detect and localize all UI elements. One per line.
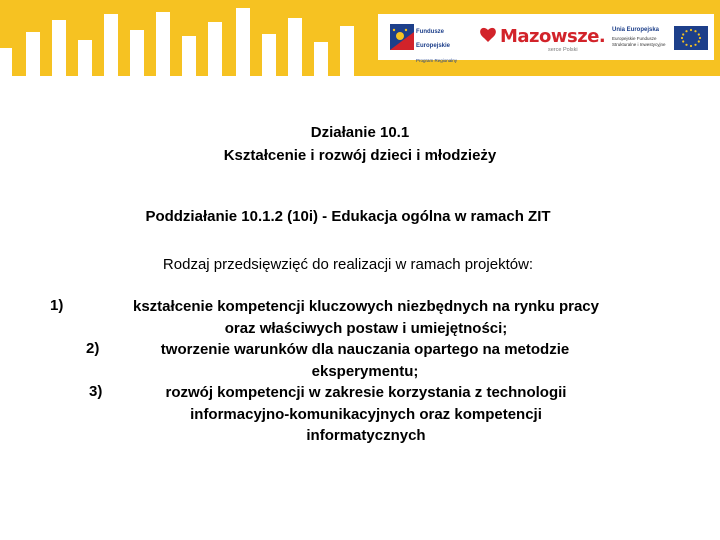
subtitle: Poddziałanie 10.1.2 (10i) - Edukacja ogólna w ramach ZIT [145,208,551,225]
list-item-number: 2) [86,340,100,357]
fe-line-1: Fundusze [416,29,444,35]
mazowsze-tagline: serce Polski [548,47,578,53]
decorative-square [130,30,144,76]
fe-line-2: Europejskie [416,43,451,49]
decorative-square [78,40,92,76]
fe-flag-icon [388,22,416,52]
list-item-line: oraz właściwych postaw i umiejętności; [224,319,508,337]
decorative-square [314,42,328,76]
list-item-line: tworzenie warunków dla nauczania opartego na metodzie [160,341,570,358]
decorative-square [52,20,66,76]
title-line-2: Kształcenie i rozwój dzieci i młodzieży [223,147,497,164]
list-item-line: kształcenie kompetencji kluczowych niezbędnych na rynku pracy [133,298,599,315]
title-line-1: Działanie 10.1 [310,124,410,141]
list-item [110,339,620,382]
list-item [114,382,618,447]
decorative-square [26,32,40,76]
list-item-line: informatycznych [306,427,426,444]
decorative-square [156,12,170,76]
ue-title: Unia Europejska [612,27,660,33]
mazowsze-name: Mazowsze. [500,26,606,47]
header-band [0,0,720,76]
decorative-square [340,26,354,76]
decorative-square [262,34,276,76]
decorative-square [104,14,118,76]
unia-europejska-logo [610,14,710,60]
decorative-square [0,48,12,76]
ue-sub-1: Europejskie Fundusze [612,36,657,41]
decorative-square [182,36,196,76]
mazowsze-logo [478,14,606,60]
decorative-square [236,8,250,76]
list-item-line: eksperymentu; [311,362,419,380]
list-item-line: rozwój kompetencji w zakresie korzystania z technologii [165,384,567,401]
list-item [80,296,652,339]
list-item-number: 1) [50,297,64,314]
eu-flag-icon [674,26,708,50]
fe-sub: Program Regionalny [416,58,458,63]
logo-panel [378,14,714,63]
decorative-square [288,18,302,76]
list-item-number: 3) [89,383,103,400]
fundusze-europejskie-logo [386,14,474,63]
list-item-line: informacyjno-komunikacyjnych oraz kompetencji [190,405,542,423]
lead-text: Rodzaj przedsięwzięć do realizacji w ramach projektów: [162,256,534,273]
ue-sub-2: Strukturalne i Inwestycyjne [612,42,666,47]
decorative-square [208,22,222,76]
